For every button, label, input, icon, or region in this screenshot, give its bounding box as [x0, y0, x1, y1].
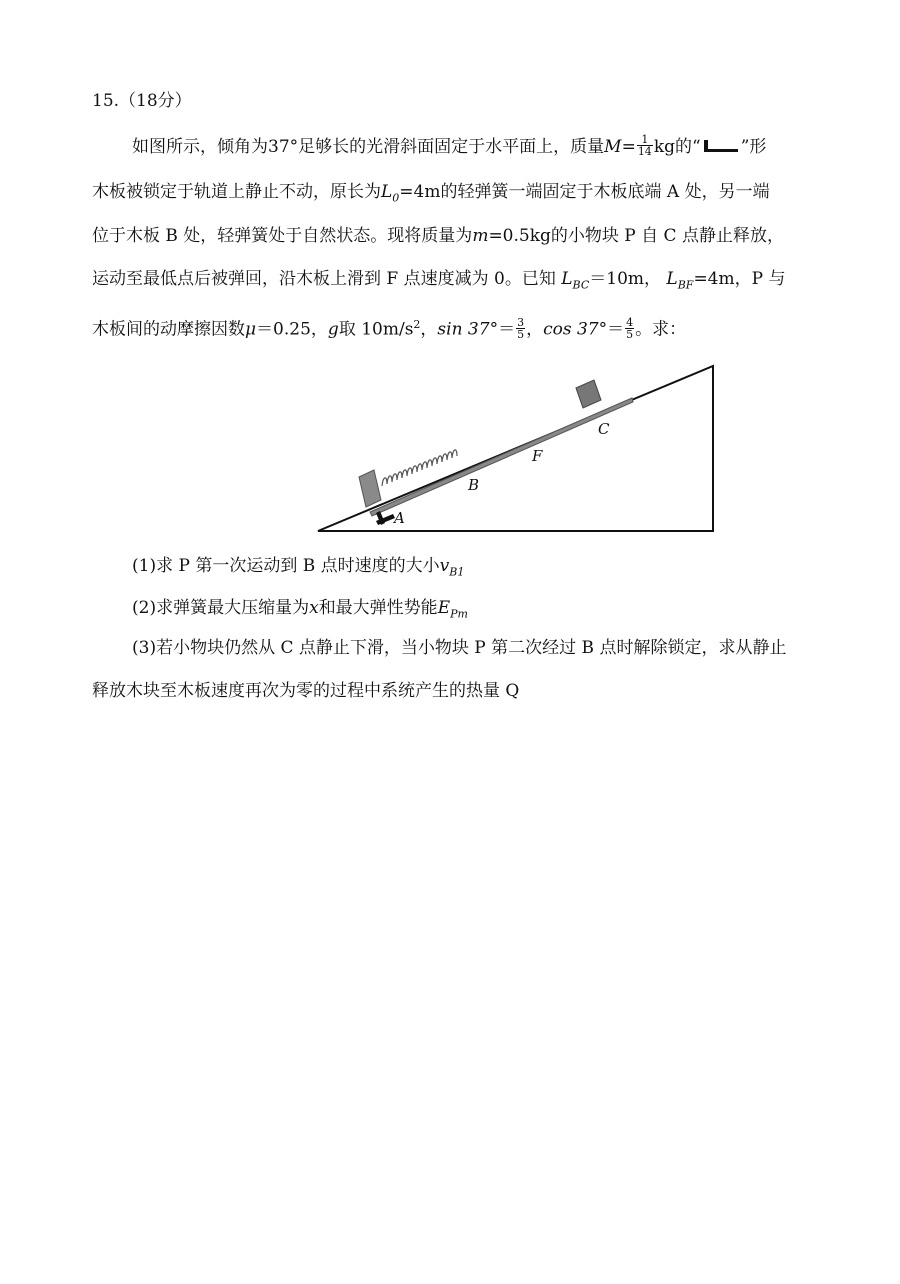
- mass-fraction: $\frac{1}{14}$: [637, 133, 652, 158]
- question-points: （18分）: [119, 91, 192, 111]
- label-B: B: [468, 476, 480, 494]
- sub-question-3-line-2: 释放木块至木板速度再次为零的过程中系统产生的热量 Q: [92, 681, 520, 701]
- sub-question-1: (1)求 P 第一次运动到 B 点时速度的大小$v_{B1}$: [132, 556, 465, 579]
- incline-diagram: [0, 0, 900, 560]
- sub-question-2: (2)求弹簧最大压缩量为x和最大弹性势能$E_{Pm}$: [132, 598, 468, 621]
- board-end-block: [359, 470, 381, 507]
- wooden-board: [370, 398, 633, 516]
- label-A: A: [394, 509, 405, 527]
- paragraph-line-2: 木板被锁定于轨道上静止不动，原长为$L_0=4m$的轻弹簧一端固定于木板底端 A 处，另一端: [92, 182, 770, 205]
- block-P: [576, 380, 601, 408]
- sub-question-3-line-1: (3)若小物块仍然从 C 点静止下滑，当小物块 P 第二次经过 B 点时解除锁定，求从静止: [132, 638, 787, 658]
- sin-fraction: $\frac{3}{5}$: [517, 315, 525, 341]
- incline-angle: 37°: [268, 137, 299, 157]
- paragraph-line-4: 运动至最低点后被弹回，沿木板上滑到 F 点速度减为 0。已知 $L_{BC}=10m$， $L_{BF}=4m$，P 与: [92, 269, 786, 292]
- paragraph-line-3: 位于木板 B 处，轻弹簧处于自然状态。现将质量为m=0.5kg的小物块 P 自 C 点静止释放，: [92, 226, 784, 246]
- question-number: 15.: [92, 91, 120, 111]
- label-F: F: [532, 447, 543, 465]
- paragraph-line-5: 木板间的动摩擦因数μ＝0.25，g取 $10m/s^2$，sin 37°＝ $\frac{3}{5}$ ，cos 37°＝ $\frac{4}{5}$ 。求：: [92, 315, 687, 341]
- label-C: C: [598, 420, 610, 438]
- paragraph-line-1: 如图所示，倾角为37°足够长的光滑斜面固定于水平面上，质量M= $\frac{1}{14}$ kg的“ ”形: [132, 133, 767, 158]
- cos-fraction: $\frac{4}{5}$: [626, 315, 634, 341]
